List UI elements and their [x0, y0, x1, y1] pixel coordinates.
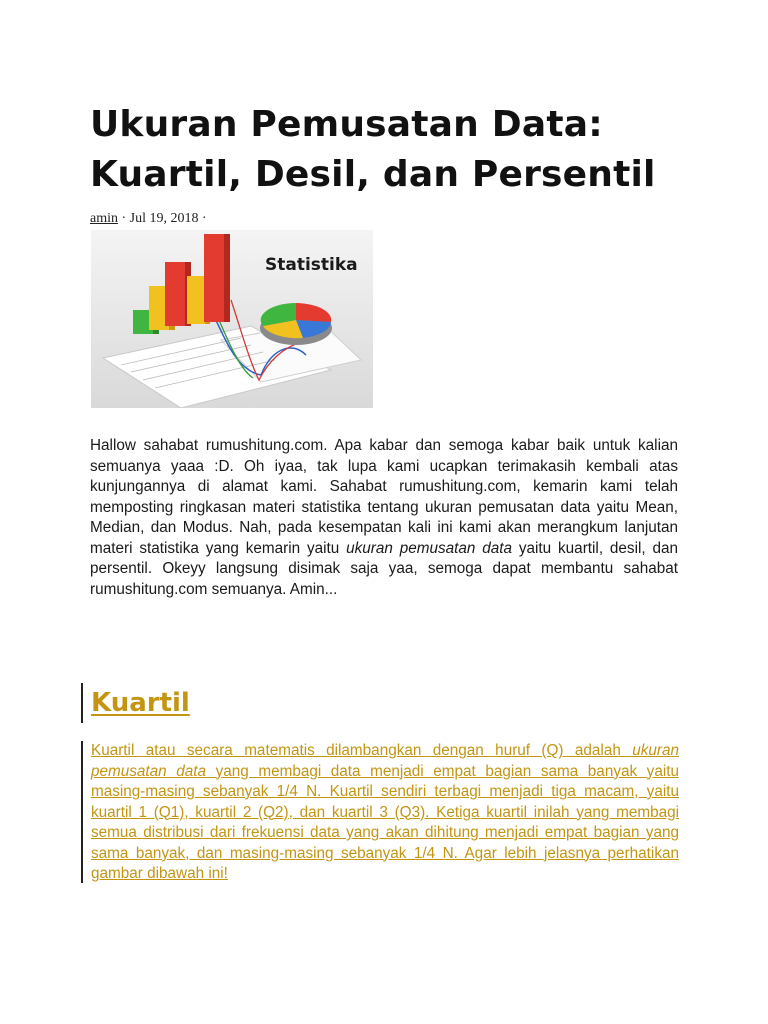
heading-divider: [81, 683, 83, 723]
kuartil-text-2: yang membagi data menjadi empat bagian sama banyak yaitu masing-masing sebanyak 1/4 N. Kuartil sendiri terbagi menjadi tiga macam, yaitu kuartil 1 (Q1), kuartil 2 (Q2), dan kuartil 3 (Q3). Ketiga kuartil inilah yang membagi semua distribusi dari frekuensi data yang akan dihitung menjadi empat bagian yang sama banyak, dan masing-masing sebanyak 1/4 N. Agar lebih jelasnya perhatikan gambar dibawah ini!: [91, 762, 679, 882]
kuartil-emphasis: ukuran pemusatan data: [91, 742, 679, 780]
title-line-1: Ukuran Pemusatan Data:: [90, 104, 603, 145]
hero-caption: Statistika: [265, 255, 358, 275]
intro-text-1: Hallow sahabat rumushitung.com. Apa kabar dan semoga kabar baik untuk kalian semuanya yaaa :D. Oh iyaa, tak lupa kami ucapkan terimakasih kembali atas kunjungannya di alamat kami. Sahabat rumushitung.com, kemarin kami telah memposting ringkasan materi statistika tentang ukuran pemusatan data yaitu Mean, Median, dan Modus. Nah, pada kesempatan kali ini kami akan merangkum lanjutan materi statistika yang kemarin yaitu: [90, 437, 678, 557]
kuartil-paragraph-link[interactable]: [91, 741, 679, 885]
statistika-hero-image: [91, 230, 373, 408]
intro-paragraph: [90, 436, 678, 600]
pie-chart-graphic: [260, 303, 332, 345]
title-line-2: Kuartil, Desil, dan Persentil: [90, 154, 656, 195]
post-date: · Jul 19, 2018 ·: [121, 211, 207, 226]
section-heading-kuartil[interactable]: Kuartil: [91, 688, 190, 718]
quote-divider: [81, 741, 83, 883]
article-title: [90, 100, 730, 200]
intro-emphasis: ukuran pemusatan data: [346, 539, 513, 557]
intro-text-2: yaitu kuartil, desil, dan persentil. Okeyy langsung disimak saja yaa, semoga dapat membantu sahabat rumushitung.com semuanya. Amin...: [90, 539, 678, 598]
author-link[interactable]: amin: [90, 211, 118, 226]
kuartil-text-1: Kuartil atau secara matematis dilambangkan dengan huruf (Q) adalah: [91, 742, 633, 759]
post-meta: [90, 211, 207, 227]
